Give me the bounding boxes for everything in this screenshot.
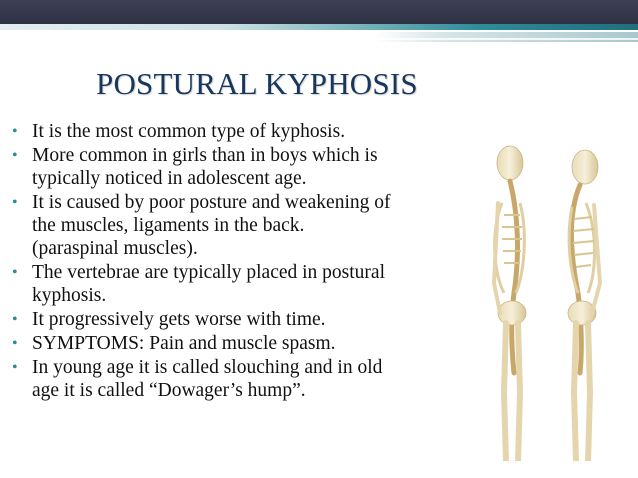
bullet-item	[12, 356, 454, 402]
header-accent-stripe	[0, 24, 638, 30]
bullet-text: More common in girls than in boys which is typically noticed in adolescent age.	[32, 145, 378, 189]
skeleton-posture-icon-right	[568, 150, 600, 461]
skeleton-figure	[490, 143, 615, 461]
header-bar	[0, 0, 638, 24]
bullet-item	[12, 120, 454, 143]
bullet-icon: •	[12, 147, 18, 164]
bullet-text: The vertebrae are typically placed in postural kyphosis.	[32, 262, 385, 306]
bullet-icon: •	[12, 264, 18, 281]
bullet-icon: •	[12, 335, 18, 352]
bullet-item	[12, 308, 454, 331]
bullet-item	[12, 191, 454, 260]
bullet-text: It is the most common type of kyphosis.	[32, 121, 346, 142]
bullet-text: SYMPTOMS: Pain and muscle spasm.	[32, 333, 336, 354]
bullet-text: It progressively gets worse with time.	[32, 309, 326, 330]
bullet-icon: •	[12, 359, 18, 376]
bullet-item	[12, 332, 454, 355]
header-accent-stripe-light	[375, 32, 638, 42]
bullet-item	[12, 261, 454, 307]
bullet-icon: •	[12, 123, 18, 140]
header-accent-line	[375, 38, 638, 40]
skeleton-posture-icon-left	[494, 146, 526, 461]
bullet-icon: •	[12, 194, 18, 211]
bullet-item	[12, 144, 454, 190]
bullet-text: It is caused by poor posture and weakening of the muscles, ligaments in the back. (paraspinal muscles).	[32, 192, 391, 259]
bullet-text: In young age it is called slouching and in old age it is called “Dowager’s hump”.	[32, 357, 383, 401]
slide-title: POSTURAL KYPHOSIS	[96, 66, 418, 101]
bullet-icon: •	[12, 311, 18, 328]
bullet-list	[12, 120, 454, 403]
